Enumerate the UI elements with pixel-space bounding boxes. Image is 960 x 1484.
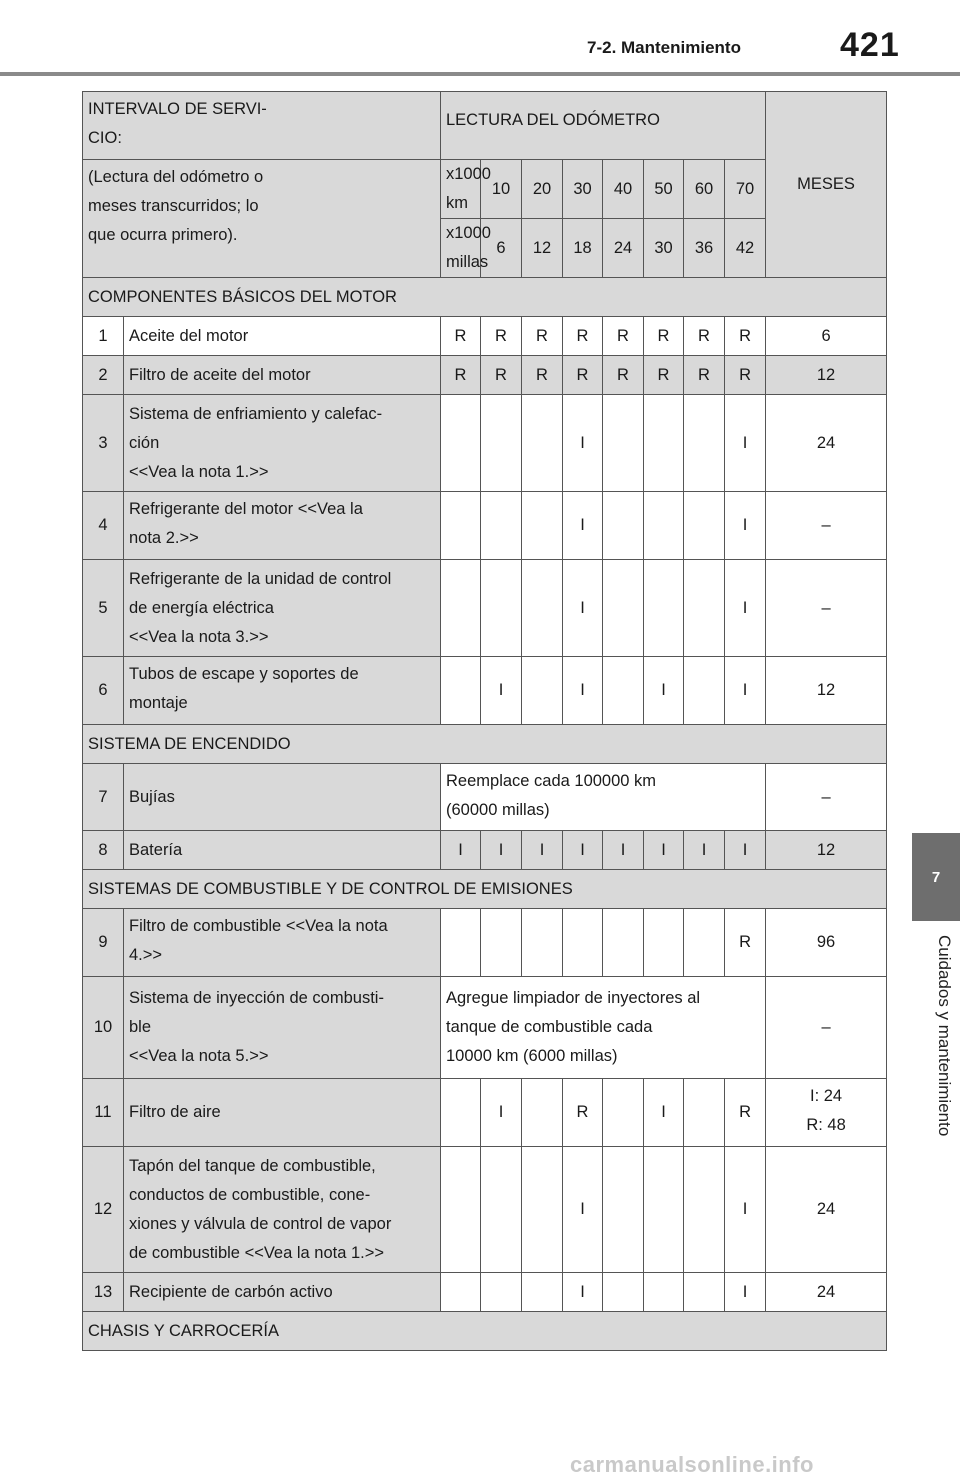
row-number: 7 <box>83 764 124 831</box>
item-name: Batería <box>124 831 441 870</box>
schedule-cell: I <box>481 657 522 725</box>
miles-value: 42 <box>725 219 766 278</box>
months-cell: 12 <box>766 356 887 395</box>
row-number: 5 <box>83 560 124 657</box>
schedule-cell: R <box>563 1079 603 1147</box>
table-row <box>83 1079 887 1147</box>
table-row <box>83 909 887 977</box>
page-number: 421 <box>840 26 900 64</box>
row-number: 4 <box>83 492 124 560</box>
item-name: Aceite del motor <box>124 317 441 356</box>
row-number: 10 <box>83 977 124 1079</box>
schedule-cell: R <box>522 356 563 395</box>
schedule-cell: I <box>563 1147 603 1273</box>
schedule-cell: I <box>563 657 603 725</box>
table-row <box>83 1273 887 1312</box>
km-value: 10 <box>481 160 522 219</box>
months-cell: 24 <box>766 395 887 492</box>
item-name: Tapón del tanque de combustible, conductos de combustible, cone- xiones y válvula de control de vapor de combustible <<Vea la nota 1.>> <box>124 1147 441 1273</box>
table-row <box>83 977 887 1079</box>
item-name: Filtro de aire <box>124 1079 441 1147</box>
months-cell: – <box>766 977 887 1079</box>
schedule-cell: I <box>603 831 644 870</box>
schedule-cell: I <box>481 1079 522 1147</box>
schedule-cell: I <box>725 560 766 657</box>
miles-value: 36 <box>684 219 725 278</box>
months-cell: 24 <box>766 1273 887 1312</box>
item-name: Sistema de inyección de combusti- ble <<Vea la nota 5.>> <box>124 977 441 1079</box>
table-row <box>83 1147 887 1273</box>
table-row <box>83 317 887 356</box>
schedule-cell: R <box>563 317 603 356</box>
schedule-cell: R <box>684 356 725 395</box>
row-number: 11 <box>83 1079 124 1147</box>
schedule-cell: I <box>563 831 603 870</box>
section-title: 7-2. Mantenimiento <box>587 38 741 57</box>
schedule-cell: R <box>441 317 481 356</box>
schedule-cell: I <box>481 831 522 870</box>
schedule-cell: R <box>725 317 766 356</box>
row-number: 3 <box>83 395 124 492</box>
chapter-tab[interactable] <box>912 833 960 921</box>
schedule-cell: R <box>441 356 481 395</box>
schedule-cell: I <box>563 492 603 560</box>
section-header: COMPONENTES BÁSICOS DEL MOTOR <box>83 278 887 317</box>
item-name: Filtro de combustible <<Vea la nota 4.>> <box>124 909 441 977</box>
km-value: 40 <box>603 160 644 219</box>
km-unit-label: x1000 km <box>441 160 481 219</box>
schedule-cell: R <box>644 317 684 356</box>
months-cell: 12 <box>766 657 887 725</box>
table-row <box>83 764 887 831</box>
schedule-cell: I <box>644 831 684 870</box>
item-note: Reemplace cada 100000 km (60000 millas) <box>441 764 766 831</box>
schedule-cell: I <box>725 657 766 725</box>
item-name: Tubos de escape y soportes de montaje <box>124 657 441 725</box>
row-number: 1 <box>83 317 124 356</box>
km-value: 50 <box>644 160 684 219</box>
table-header-row <box>83 92 887 160</box>
schedule-cell: R <box>603 356 644 395</box>
section-header: SISTEMAS DE COMBUSTIBLE Y DE CONTROL DE EMISIONES <box>83 870 887 909</box>
schedule-cell: I <box>563 560 603 657</box>
miles-value: 30 <box>644 219 684 278</box>
schedule-cell: I <box>725 395 766 492</box>
months-cell: 24 <box>766 1147 887 1273</box>
row-number: 13 <box>83 1273 124 1312</box>
row-number: 6 <box>83 657 124 725</box>
section-header: CHASIS Y CARROCERÍA <box>83 1312 887 1351</box>
odometer-label: LECTURA DEL ODÓMETRO <box>441 92 766 160</box>
item-name: Refrigerante del motor <<Vea la nota 2.>> <box>124 492 441 560</box>
schedule-cell: I <box>725 831 766 870</box>
months-cell: 96 <box>766 909 887 977</box>
schedule-cell: R <box>684 317 725 356</box>
section-header: SISTEMA DE ENCENDIDO <box>83 725 887 764</box>
schedule-cell: I <box>725 492 766 560</box>
item-name: Refrigerante de la unidad de control de energía eléctrica <<Vea la nota 3.>> <box>124 560 441 657</box>
row-number: 2 <box>83 356 124 395</box>
miles-value: 6 <box>481 219 522 278</box>
miles-value: 12 <box>522 219 563 278</box>
schedule-cell: I <box>725 1147 766 1273</box>
table-row <box>83 560 887 657</box>
schedule-cell: R <box>481 356 522 395</box>
header-divider <box>0 72 960 76</box>
km-value: 70 <box>725 160 766 219</box>
item-name: Sistema de enfriamiento y calefac- ción <<Vea la nota 1.>> <box>124 395 441 492</box>
schedule-cell: I <box>725 1273 766 1312</box>
schedule-cell: I <box>644 1079 684 1147</box>
months-cell: 6 <box>766 317 887 356</box>
miles-value: 18 <box>563 219 603 278</box>
row-number: 8 <box>83 831 124 870</box>
months-cell: I: 24 R: 48 <box>766 1079 887 1147</box>
schedule-cell: R <box>522 317 563 356</box>
table-row <box>83 395 887 492</box>
km-value: 60 <box>684 160 725 219</box>
months-cell: 12 <box>766 831 887 870</box>
row-number: 12 <box>83 1147 124 1273</box>
km-value: 20 <box>522 160 563 219</box>
interval-note: (Lectura del odómetro o meses transcurridos; lo que ocurra primero). <box>83 160 441 278</box>
table-row <box>83 356 887 395</box>
schedule-cell: R <box>481 317 522 356</box>
item-name: Filtro de aceite del motor <box>124 356 441 395</box>
row-number: 9 <box>83 909 124 977</box>
schedule-cell: R <box>725 356 766 395</box>
km-value: 30 <box>563 160 603 219</box>
chapter-number: 7 <box>931 868 941 886</box>
schedule-cell: I <box>522 831 563 870</box>
schedule-cell: I <box>563 395 603 492</box>
table-row <box>83 657 887 725</box>
months-header: MESES <box>766 92 887 278</box>
watermark: carmanualsonline.info <box>570 1452 814 1477</box>
maintenance-schedule-table <box>82 91 887 1351</box>
schedule-cell: R <box>725 909 766 977</box>
item-name: Bujías <box>124 764 441 831</box>
schedule-cell: I <box>441 831 481 870</box>
months-cell: – <box>766 560 887 657</box>
table-row <box>83 831 887 870</box>
schedule-cell: R <box>563 356 603 395</box>
miles-unit-label: x1000 millas <box>441 219 481 278</box>
item-name: Recipiente de carbón activo <box>124 1273 441 1312</box>
schedule-cell: I <box>684 831 725 870</box>
miles-value: 24 <box>603 219 644 278</box>
schedule-cell: I <box>563 1273 603 1312</box>
months-cell: – <box>766 492 887 560</box>
item-note: Agregue limpiador de inyectores al tanque de combustible cada 10000 km (6000 millas) <box>441 977 766 1079</box>
schedule-cell: R <box>603 317 644 356</box>
schedule-cell: I <box>644 657 684 725</box>
chapter-label: Cuidados y mantenimiento <box>935 935 954 1137</box>
table-row <box>83 492 887 560</box>
months-cell: – <box>766 764 887 831</box>
interval-label: INTERVALO DE SERVI- CIO: <box>83 92 441 160</box>
schedule-cell: R <box>725 1079 766 1147</box>
schedule-cell: R <box>644 356 684 395</box>
